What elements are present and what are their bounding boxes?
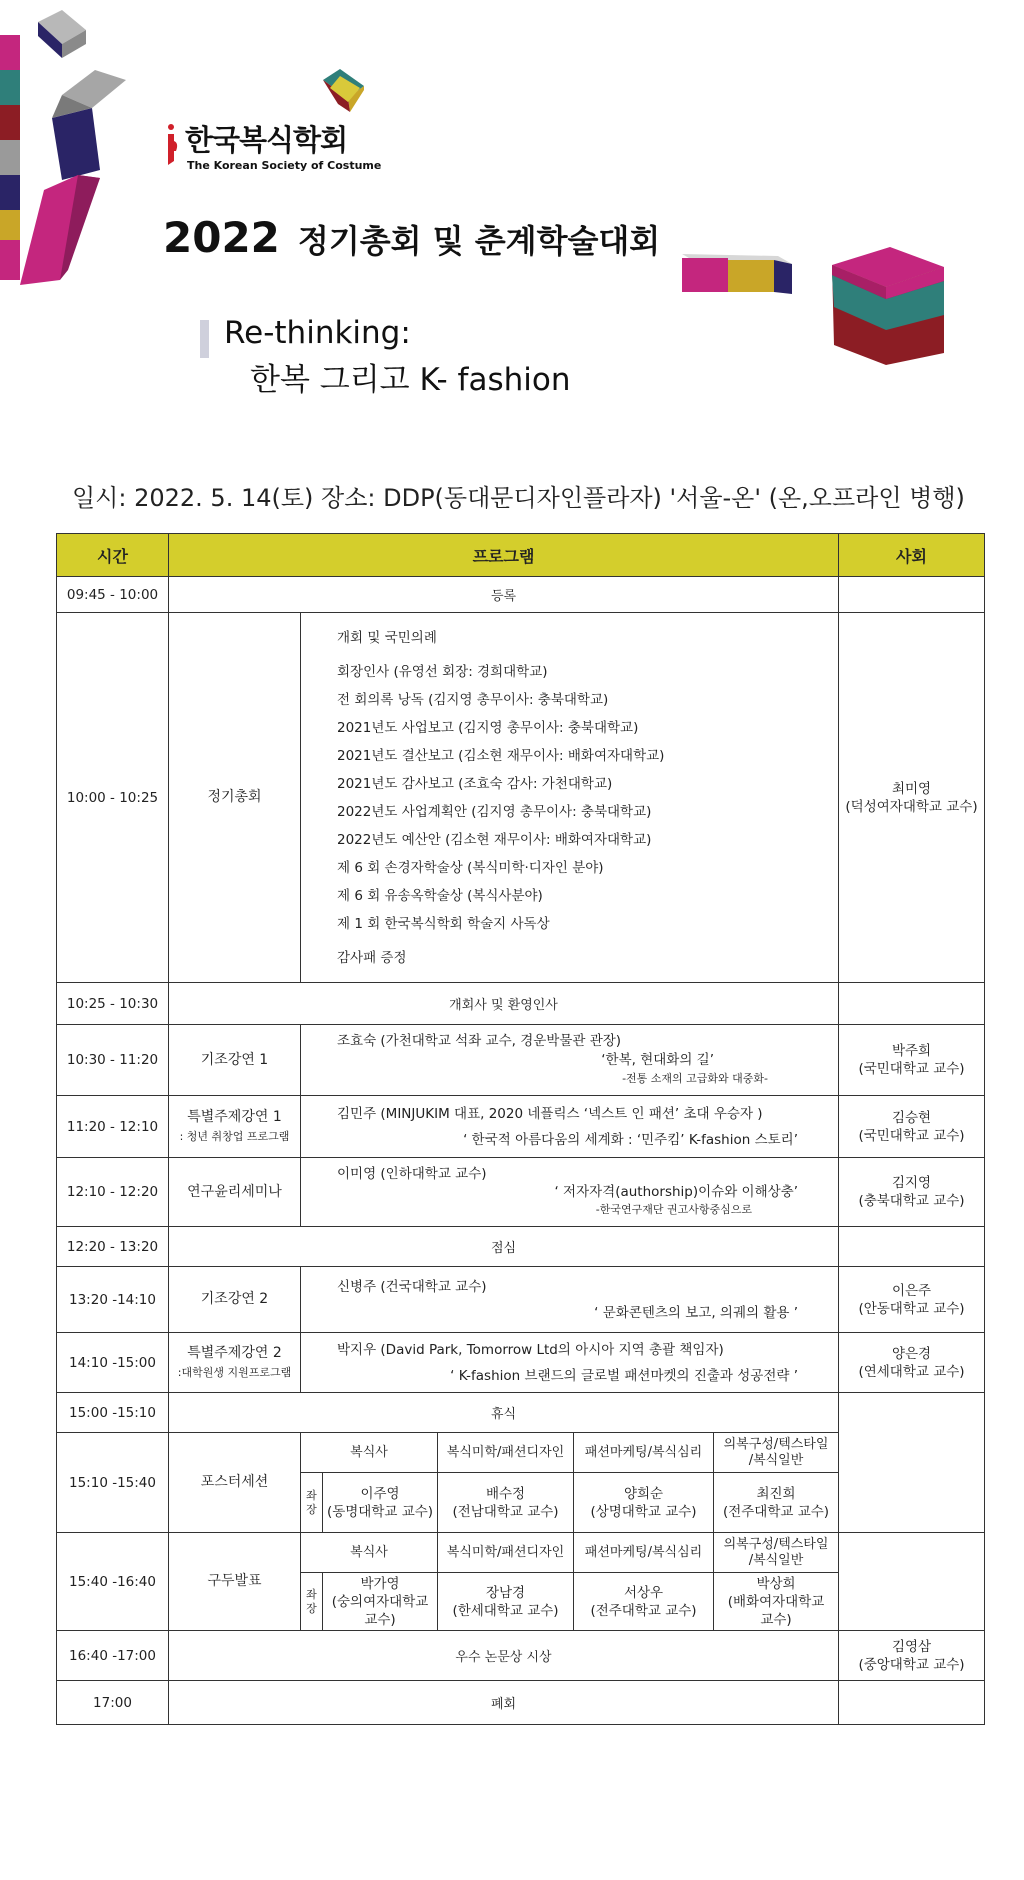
chair-label: 좌장	[306, 1488, 317, 1516]
chair-side-label	[301, 1573, 323, 1631]
table-row	[57, 1393, 985, 1433]
row-program: 폐회	[169, 1681, 839, 1725]
host-name: 최미영	[891, 780, 932, 797]
row-time: 13:20 -14:10	[57, 1267, 169, 1333]
agenda-item: 2021년도 사업보고 (김지영 총무이사: 충북대학교)	[337, 719, 639, 736]
host-name: 김승현	[891, 1109, 932, 1126]
table-row	[57, 1631, 985, 1681]
lecture-speaker: 신병주 (건국대학교 교수)	[337, 1278, 487, 1295]
agenda-item: 2022년도 예산안 (김소현 재무이사: 배화여자대학교)	[337, 831, 652, 848]
row-time: 14:10 -15:00	[57, 1333, 169, 1393]
row-host	[839, 613, 985, 983]
host-name: 양은경	[891, 1345, 932, 1362]
host-affiliation: (덕성여자대학교 교수)	[845, 798, 978, 815]
schedule-table	[56, 533, 985, 1725]
theme-accent-bar	[200, 320, 209, 358]
col-program-header: 프로그램	[169, 534, 839, 577]
chair-cell: 서상우 (전주대학교 교수)	[574, 1573, 714, 1631]
row-host	[839, 1631, 985, 1681]
row-host	[839, 1267, 985, 1333]
session-subtitle: :대학원생 지원프로그램	[177, 1365, 292, 1379]
logo-icon	[165, 121, 179, 169]
table-row	[57, 1158, 985, 1227]
col-time-header: 시간	[57, 534, 169, 577]
category-header: 패션마케팅/복식심리	[574, 1533, 714, 1573]
row-time: 15:00 -15:10	[57, 1393, 169, 1433]
table-row	[57, 983, 985, 1025]
lecture-topic: ‘ 저자자격(authorship)이슈와 이해상충’	[554, 1184, 799, 1200]
date-location: 일시: 2022. 5. 14(토) 장소: DDP(동대문디자인플라자) '서울-온' (온,오프라인 병행)	[72, 484, 965, 512]
agenda-item: 2022년도 사업계획안 (김지영 총무이사: 충북대학교)	[337, 803, 652, 820]
row-host	[839, 1681, 985, 1725]
society-logo	[165, 118, 381, 172]
table-row	[57, 1533, 985, 1573]
row-host	[839, 1393, 985, 1533]
chair-cell: 이주영 (동명대학교 교수)	[323, 1473, 438, 1533]
lecture-speaker: 조효숙 (가천대학교 석좌 교수, 경운박물관 관장)	[337, 1033, 622, 1049]
chair-side-label	[301, 1473, 323, 1533]
agenda-item: 제 6 회 손경자학술상 (복식미학·디자인 분야)	[337, 859, 604, 876]
session-title: 특별주제강연 1	[187, 1108, 282, 1125]
decorative-bar-right	[680, 250, 800, 300]
lecture-topic: ‘ 한국적 아름다움의 세계화 : ‘민주킴’ K-fashion 스토리’	[463, 1131, 799, 1148]
row-session	[169, 1096, 301, 1158]
chair-label: 좌장	[306, 1587, 317, 1615]
row-host	[839, 1227, 985, 1267]
general-meeting-agenda	[301, 613, 839, 983]
row-time: 10:25 - 10:30	[57, 983, 169, 1025]
row-host	[839, 1533, 985, 1631]
lecture-subtopic: -한국연구재단 권고사항중심으로	[595, 1203, 753, 1216]
host-affiliation: (국민대학교 교수)	[858, 1061, 965, 1077]
row-time: 10:00 - 10:25	[57, 613, 169, 983]
host-name: 김영삼	[891, 1638, 932, 1655]
table-row	[57, 1227, 985, 1267]
host-name: 김지영	[891, 1175, 932, 1191]
row-time: 12:20 - 13:20	[57, 1227, 169, 1267]
col-host-header: 사회	[839, 534, 985, 577]
row-program: 개회사 및 환영인사	[169, 983, 839, 1025]
agenda-item: 회장인사 (유영선 회장: 경희대학교)	[337, 663, 548, 680]
agenda-item: 전 회의록 낭독 (김지영 총무이사: 충북대학교)	[337, 691, 609, 708]
host-affiliation: (안동대학교 교수)	[858, 1300, 965, 1317]
row-time: 10:30 - 11:20	[57, 1025, 169, 1096]
lecture-speaker: 이미영 (인하대학교 교수)	[337, 1166, 487, 1182]
category-header: 패션마케팅/복식심리	[574, 1433, 714, 1473]
table-row	[57, 577, 985, 613]
chair-cell: 배수정 (전남대학교 교수)	[438, 1473, 574, 1533]
row-session: 기조강연 2	[169, 1267, 301, 1333]
host-affiliation: (중앙대학교 교수)	[858, 1656, 965, 1673]
table-row	[57, 613, 985, 983]
session-subtitle: : 청년 취창업 프로그램	[179, 1129, 290, 1143]
lecture-detail	[301, 1025, 839, 1096]
chair-cell: 양희순 (상명대학교 교수)	[574, 1473, 714, 1533]
lecture-detail	[301, 1096, 839, 1158]
agenda-item: 제 6 회 유송옥학술상 (복식사분야)	[337, 887, 543, 904]
row-session: 기조강연 1	[169, 1025, 301, 1096]
row-session: 연구윤리세미나	[169, 1158, 301, 1227]
event-year: 2022	[163, 213, 280, 262]
theme-line-2: 한복 그리고 K- fashion	[250, 362, 571, 398]
agenda-item: 2021년도 감사보고 (조효숙 감사: 가천대학교)	[337, 775, 613, 792]
session-title: 특별주제강연 2	[187, 1344, 282, 1361]
category-header: 복식사	[301, 1433, 438, 1473]
decorative-cube-top	[320, 66, 370, 116]
event-title	[163, 213, 660, 262]
row-session: 구두발표	[169, 1533, 301, 1631]
row-program: 휴식	[169, 1393, 839, 1433]
theme-line-1: Re-thinking:	[224, 315, 411, 351]
category-header: 복식사	[301, 1533, 438, 1573]
lecture-topic: ‘ 문화콘텐츠의 보고, 의궤의 활용 ’	[594, 1304, 799, 1321]
event-name: 정기총회 및 춘계학술대회	[297, 222, 661, 260]
row-session	[169, 1333, 301, 1393]
org-name-ko: 한국복식학회	[185, 123, 348, 157]
row-host	[839, 1158, 985, 1227]
row-session: 포스터세션	[169, 1433, 301, 1533]
row-session: 정기총회	[169, 613, 301, 983]
table-row	[57, 1681, 985, 1725]
row-time: 15:40 -16:40	[57, 1533, 169, 1631]
org-name-en: The Korean Society of Costume	[187, 159, 382, 172]
decorative-cube-right	[830, 245, 950, 370]
agenda-item: 감사패 증정	[337, 949, 407, 966]
decorative-blocks-left	[0, 0, 140, 290]
row-time: 15:10 -15:40	[57, 1433, 169, 1533]
lecture-detail	[301, 1333, 839, 1393]
row-host	[839, 1333, 985, 1393]
lecture-speaker: 김민주 (MINJUKIM 대표, 2020 네플릭스 ‘넥스트 인 패션’ 초대 우승자 )	[337, 1105, 763, 1122]
host-affiliation: (연세대학교 교수)	[858, 1363, 965, 1380]
table-header-row	[57, 534, 985, 577]
agenda-item: 제 1 회 한국복식학회 학술지 사독상	[337, 915, 550, 932]
row-host	[839, 1096, 985, 1158]
table-row	[57, 1267, 985, 1333]
category-header: 복식미학/패션디자인	[438, 1433, 574, 1473]
chair-cell: 최진희 (전주대학교 교수)	[714, 1473, 839, 1533]
row-time: 09:45 - 10:00	[57, 577, 169, 613]
host-affiliation: (국민대학교 교수)	[858, 1127, 965, 1144]
category-header: 복식미학/패션디자인	[438, 1533, 574, 1573]
row-program: 등록	[169, 577, 839, 613]
host-name: 박주희	[891, 1043, 932, 1059]
chair-cell: 박가영 (숭의여자대학교 교수)	[323, 1573, 438, 1631]
chair-cell: 박상희 (배화여자대학교 교수)	[714, 1573, 839, 1631]
table-row	[57, 1333, 985, 1393]
row-host	[839, 1025, 985, 1096]
agenda-item: 2021년도 결산보고 (김소현 재무이사: 배화여자대학교)	[337, 747, 665, 764]
row-program: 점심	[169, 1227, 839, 1267]
host-name: 이은주	[891, 1282, 932, 1299]
row-program: 우수 논문상 시상	[169, 1631, 839, 1681]
table-row	[57, 1025, 985, 1096]
row-time: 12:10 - 12:20	[57, 1158, 169, 1227]
lecture-topic: ‘한복, 현대화의 길’	[601, 1052, 715, 1068]
row-time: 16:40 -17:00	[57, 1631, 169, 1681]
lecture-detail	[301, 1267, 839, 1333]
category-header: 의복구성/텍스타일 /복식일반	[714, 1433, 839, 1473]
table-row	[57, 1096, 985, 1158]
row-host	[839, 983, 985, 1025]
row-time: 17:00	[57, 1681, 169, 1725]
row-host	[839, 577, 985, 613]
lecture-detail	[301, 1158, 839, 1227]
chair-cell: 장남경 (한세대학교 교수)	[438, 1573, 574, 1631]
lecture-speaker: 박지우 (David Park, Tomorrow Ltd의 아시아 지역 총괄 책임자)	[337, 1341, 724, 1358]
lecture-subtopic: -전통 소재의 고급화와 대중화-	[622, 1072, 769, 1085]
row-time: 11:20 - 12:10	[57, 1096, 169, 1158]
host-affiliation: (충북대학교 교수)	[858, 1193, 965, 1209]
lecture-topic: ‘ K-fashion 브랜드의 글로벌 패션마켓의 진출과 성공전략 ’	[450, 1367, 799, 1384]
category-header: 의복구성/텍스타일 /복식일반	[714, 1533, 839, 1573]
agenda-item: 개회 및 국민의례	[337, 629, 437, 646]
